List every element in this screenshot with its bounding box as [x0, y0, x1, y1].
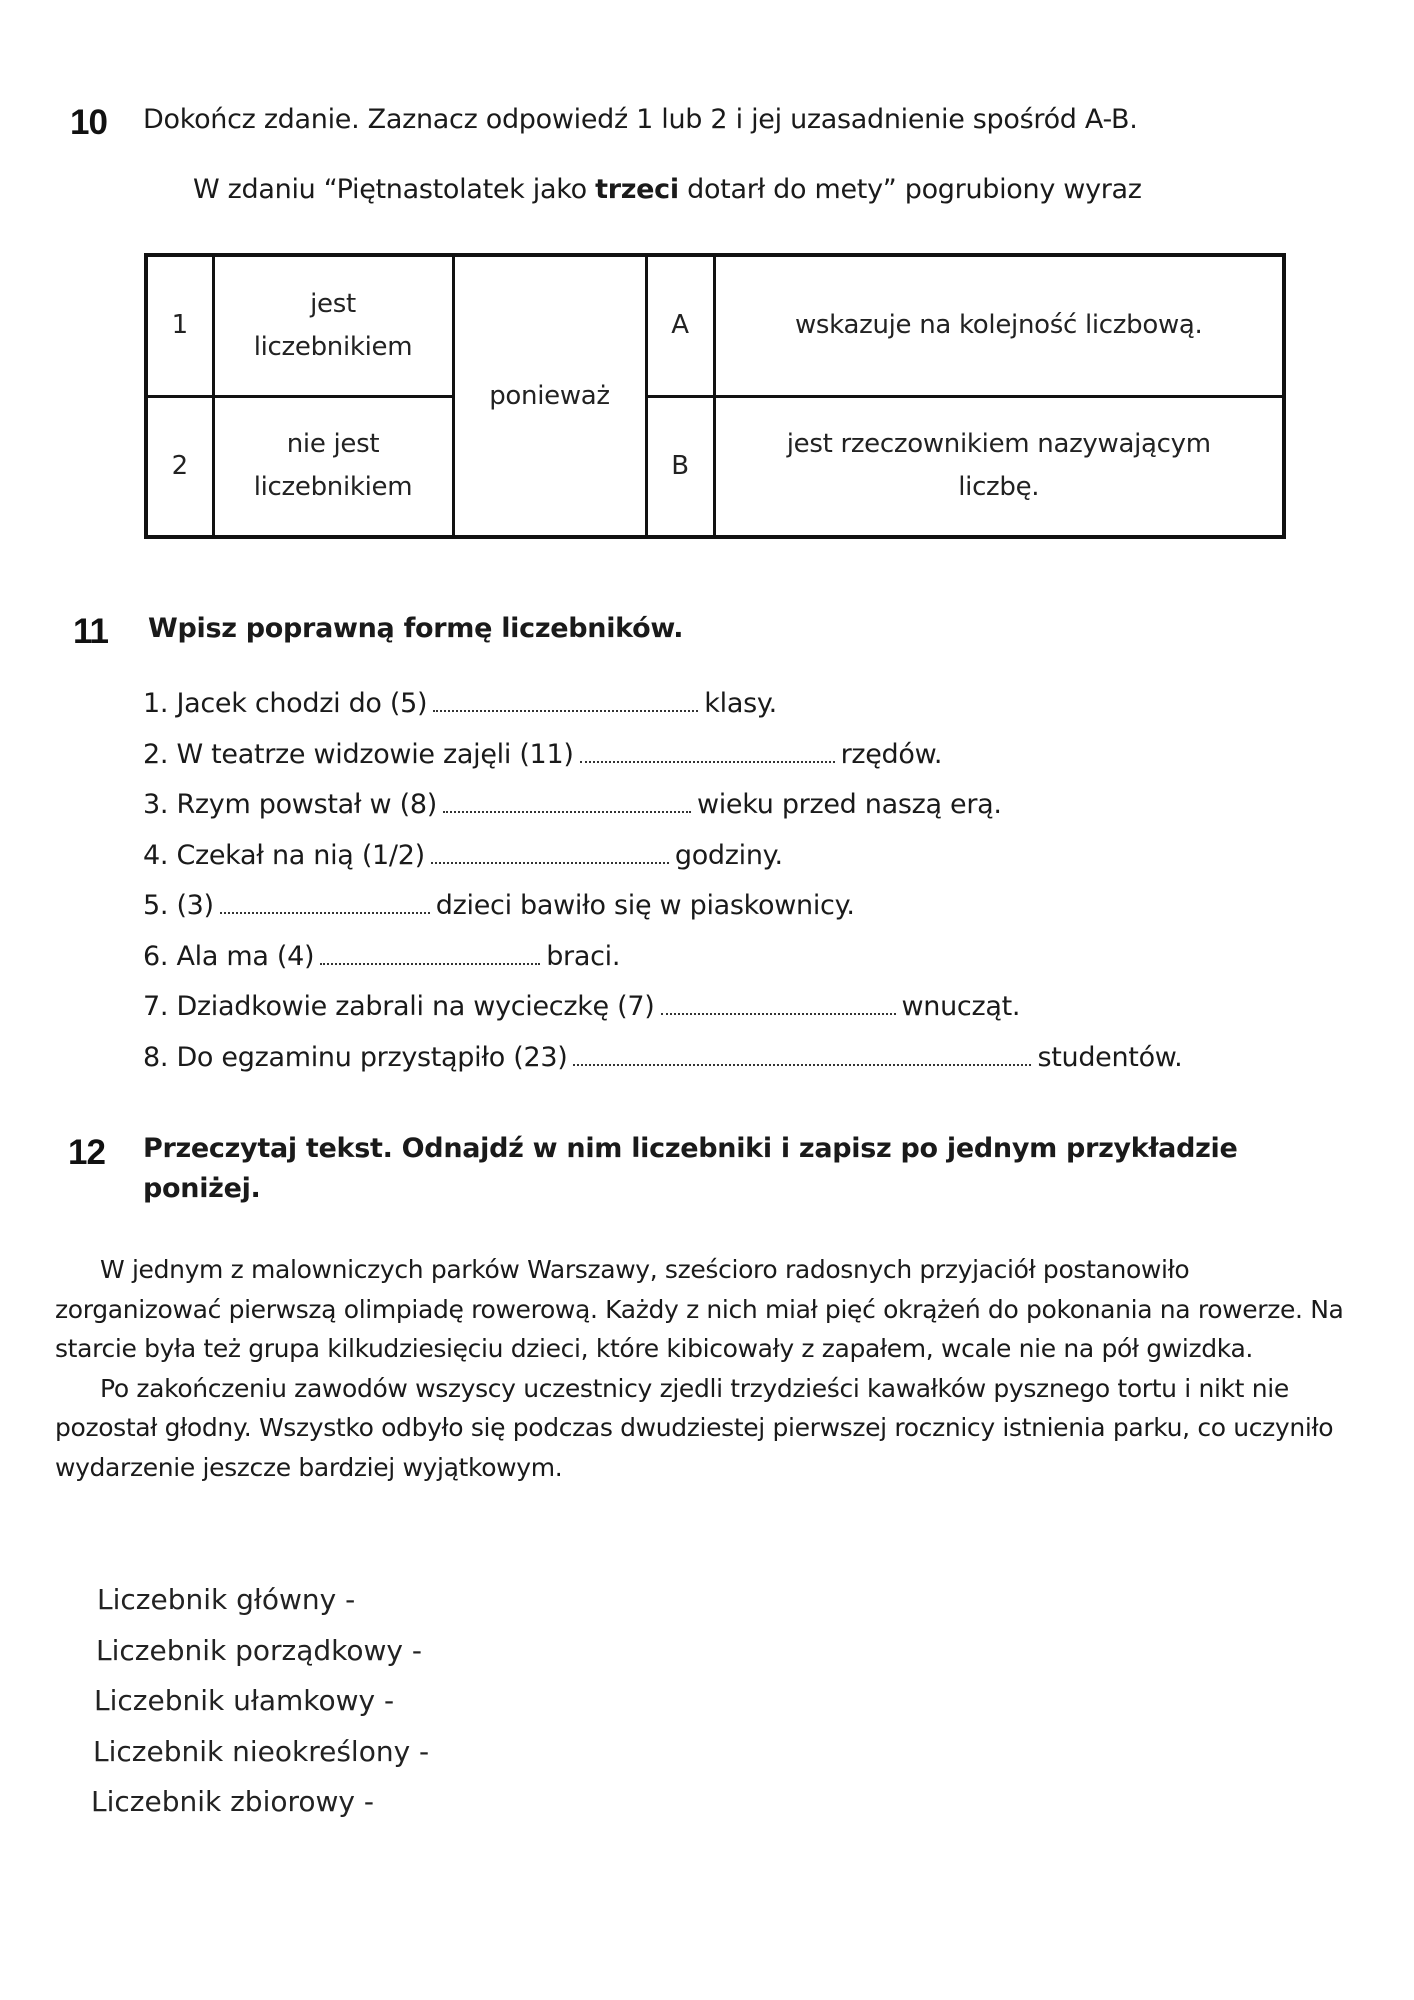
item-suffix: dzieci bawiło się w piaskownicy.	[435, 890, 855, 921]
answer-line-porzadkowy[interactable]: Liczebnik porządkowy -	[96, 1633, 422, 1667]
list-item	[143, 836, 1182, 887]
answer-line-glowny[interactable]: Liczebnik główny -	[97, 1583, 356, 1616]
reason-b-id[interactable]: B	[646, 396, 714, 537]
exercise-11-number: 11	[73, 612, 108, 651]
option-1-text[interactable]	[213, 255, 453, 396]
exercise-12-instruction-line1: Przeczytaj tekst. Odnajdź w nim liczebniki i zapisz po jednym przykładzie	[143, 1133, 1238, 1164]
reason-a-text[interactable]	[714, 255, 1284, 396]
list-item	[143, 684, 1182, 735]
item-suffix: braci.	[546, 940, 621, 972]
reason-a-line1: wskazuje na kolejność liczbową.	[794, 310, 1203, 341]
sentence-after: dotarł do mety” pogrubiony wyraz	[678, 174, 1142, 205]
sentence-before: W zdaniu “Piętnastolatek jako	[193, 174, 596, 205]
exercise-12-number: 12	[68, 1133, 105, 1172]
item-suffix: wnucząt.	[901, 991, 1021, 1022]
answer-blank[interactable]	[431, 840, 669, 864]
list-item	[143, 886, 1182, 937]
item-suffix: studentów.	[1037, 1041, 1183, 1073]
option-1-line2: liczebnikiem	[253, 331, 413, 362]
exercise-10-number: 10	[70, 103, 107, 142]
answer-line-zbiorowy[interactable]: Liczebnik zbiorowy -	[91, 1785, 374, 1818]
item-prompt: 8. Do egzaminu przystąpiło (23)	[143, 1041, 568, 1073]
item-prompt: 7. Dziadkowie zabrali na wycieczkę (7)	[143, 991, 655, 1022]
answer-blank[interactable]	[661, 991, 896, 1015]
item-suffix: klasy.	[704, 688, 777, 719]
answer-blank[interactable]	[220, 890, 430, 914]
answer-line-ulamkowy[interactable]: Liczebnik ułamkowy -	[94, 1684, 395, 1717]
answer-blank[interactable]	[320, 941, 540, 965]
option-2-text[interactable]	[213, 396, 453, 537]
exercise-10-sentence	[193, 174, 1142, 205]
option-2-line1: nie jest	[286, 429, 380, 460]
list-item	[143, 937, 1182, 988]
answer-line-nieokreslony[interactable]: Liczebnik nieokreślony -	[93, 1734, 430, 1768]
reason-b-line2: liczbę.	[958, 472, 1040, 503]
exercise-10-instruction: Dokończ zdanie. Zaznacz odpowiedź 1 lub 2 i jej uzasadnienie spośród A-B.	[143, 104, 1138, 135]
exercise-11-instruction: Wpisz poprawną formę liczebników.	[148, 613, 684, 644]
reading-text	[55, 1250, 1345, 1487]
list-item	[143, 785, 1182, 836]
item-suffix: rzędów.	[840, 738, 943, 770]
option-1-line1: jest	[310, 288, 356, 319]
sentence-bold-word: trzeci	[595, 174, 679, 205]
reason-a-id[interactable]: A	[646, 255, 714, 396]
item-prompt: 3. Rzym powstał w (8)	[143, 789, 437, 820]
item-suffix: wieku przed naszą erą.	[696, 789, 1002, 820]
list-item	[143, 735, 1182, 786]
exercise-10-answer-table	[144, 253, 1286, 539]
exercise-11-list	[143, 684, 1182, 1088]
item-prompt: 1. Jacek chodzi do (5)	[143, 688, 428, 719]
reading-paragraph-1: W jednym z malowniczych parków Warszawy, sześcioro radosnych przyjaciół postanowiło zorganizować pierwszą olimpiadę rowerową. Każdy z nich miał pięć okrążeń do pokonania na rowerze. Na starcie była też grupa kilkudziesięciu dzieci, które kibicowały z zapałem, wcale nie na pół gwizdka.	[55, 1255, 1344, 1363]
answer-blank[interactable]	[580, 739, 835, 763]
reason-b-line1: jest rzeczownikiem nazywającym	[786, 429, 1211, 460]
reading-paragraph-2: Po zakończeniu zawodów wszyscy uczestnicy zjedli trzydzieści kawałków pysznego tortu i nikt nie pozostał głodny. Wszystko odbyło się podczas dwudziestej pierwszej rocznicy istnienia parku, co uczyniło wydarzenie jeszcze bardziej wyjątkowym.	[55, 1373, 1334, 1482]
answer-blank[interactable]	[443, 789, 691, 813]
connector-cell: ponieważ	[453, 255, 646, 537]
item-prompt: 6. Ala ma (4)	[143, 940, 315, 972]
item-suffix: godziny.	[674, 839, 783, 871]
option-2-line2: liczebnikiem	[253, 472, 413, 503]
item-prompt: 5. (3)	[143, 890, 214, 921]
reason-b-text[interactable]	[714, 396, 1284, 537]
exercise-12-answers	[90, 1580, 429, 1833]
answer-blank[interactable]	[573, 1042, 1031, 1066]
list-item	[143, 987, 1182, 1038]
option-2-id[interactable]: 2	[146, 396, 213, 537]
list-item	[143, 1038, 1182, 1089]
item-prompt: 2. W teatrze widzowie zajęli (11)	[143, 738, 574, 770]
option-1-id[interactable]: 1	[146, 255, 213, 396]
answer-blank[interactable]	[433, 688, 698, 712]
exercise-12-instruction-line2: poniżej.	[143, 1173, 261, 1204]
item-prompt: 4. Czekał na nią (1/2)	[143, 839, 425, 871]
